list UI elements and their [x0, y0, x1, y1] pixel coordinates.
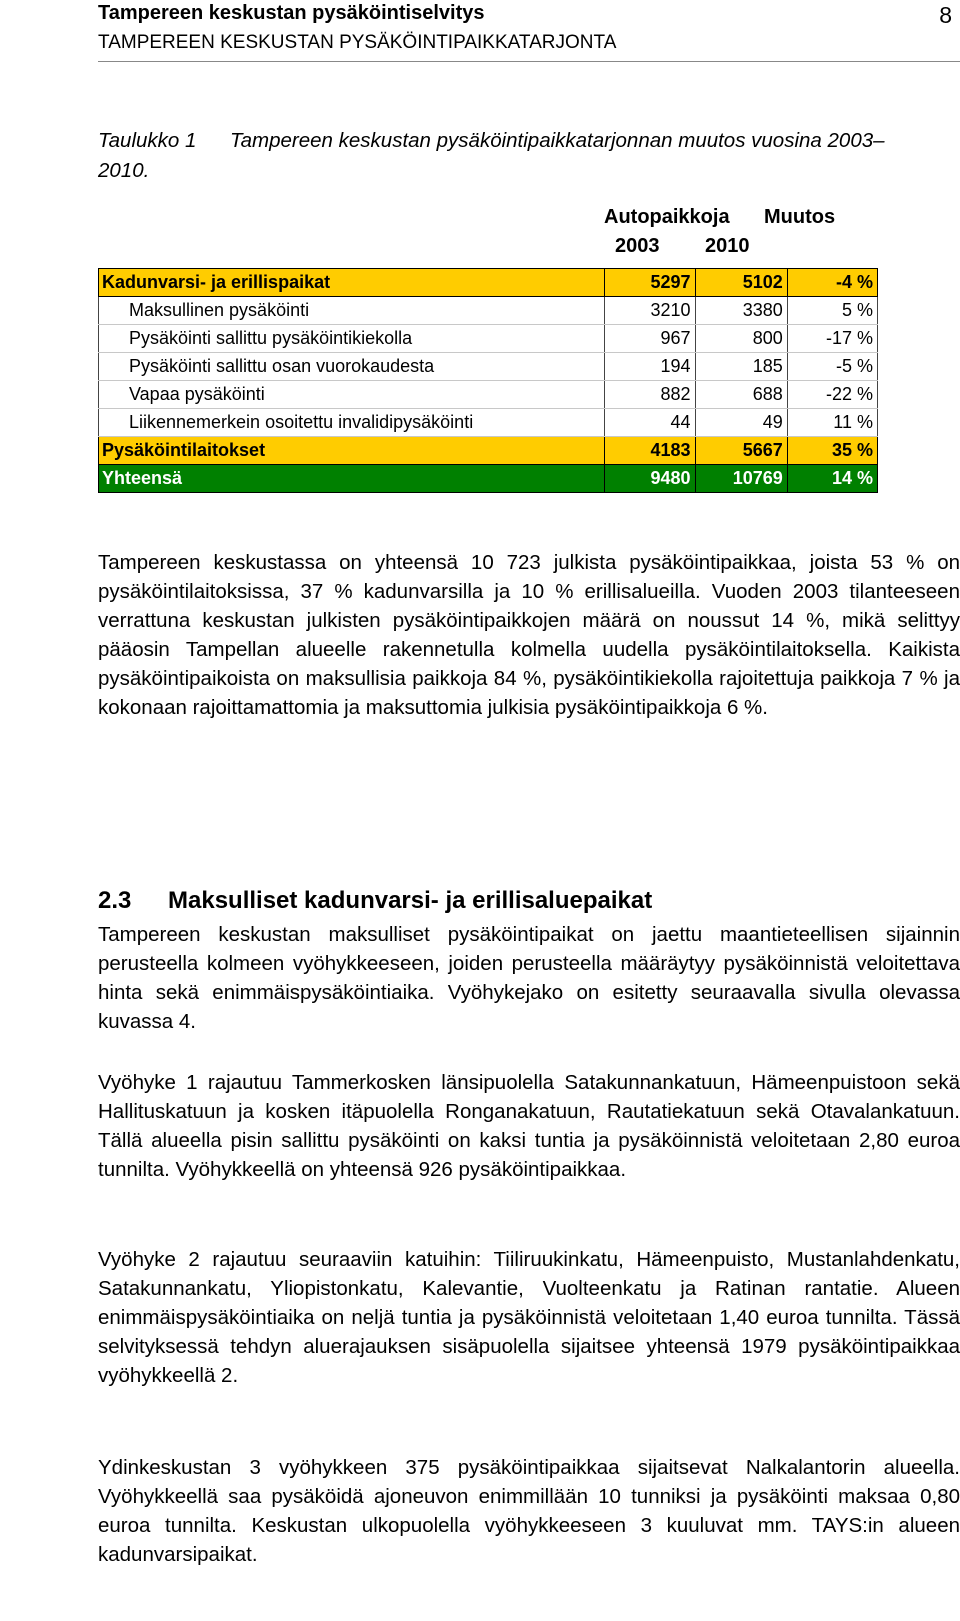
paragraph-zone-3: Ydinkeskustan 3 vyöhykkeen 375 pysäköintipaikkaa sijaitsevat Nalkalantorin alueella. Vyöhykkeellä saa pysäköidä ajoneuvon enimmillään 10 tunniksi ja pysäköinti maksaa 0,80 euroa tunnilta. Keskustan ulkopuolella vyöhykkeeseen 3 kuuluvat mm. TAYS:in alueen kadunvarsipaikat.	[98, 1456, 960, 1566]
paragraph-zone-2: Vyöhyke 2 rajautuu seuraaviin katuihin: Tiiliruukinkatu, Hämeenpuisto, Mustanlahdenkatu, Satakunnankatu, Yliopistonkatu, Kalevantie, Vuolteenkatu ja Ratinan rantatie. Alueen enimmäispysäköintiaika on neljä tuntia ja pysäköinnistä veloitetaan 1,40 euroa tunnilta. Tässä selvityksessä tehdyn aluerajauksen sisäpuolella sijaitsee yhteensä 1979 pysäköintipaikkaa vyöhykkeellä 2.	[98, 1248, 960, 1387]
table-caption	[98, 126, 898, 186]
page-number: 8	[939, 2, 952, 28]
value-2010: 185	[695, 353, 787, 381]
paragraph-zones-intro: Tampereen keskustan maksulliset pysäköintipaikat on jaettu maantieteellisen sijainnin perusteella kolmeen vyöhykkeeseen, joiden perusteella määräytyy pysäköinnistä veloitettava hinta sekä enimmäispysäköintiaika. Vyöhykejako on esitetty seuraavalla sivulla olevassa kuvassa 4.	[98, 923, 960, 1033]
table-caption-text: Tampereen keskustan pysäköintipaikkatarjonnan muutos vuosina 2003–2010.	[98, 129, 885, 182]
paragraph-zone-1: Vyöhyke 1 rajautuu Tammerkosken länsipuolella Satakunnankatuun, Hämeenpuistoon sekä Hallituskatuun ja kosken itäpuolella Ronganakatuun, Rautatiekatuun sekä Otavalankatuun. Tällä alueella pisin sallittu pysäköinti on kaksi tuntia ja pysäköinnistä veloitetaan 2,80 euroa tunnilta. Vyöhykkeellä on yhteensä 926 pysäköintipaikkaa.	[98, 1071, 960, 1181]
value-2010: 49	[695, 409, 787, 437]
row-label: Yhteensä	[99, 465, 605, 493]
value-2010: 688	[695, 381, 787, 409]
value-2010: 800	[695, 325, 787, 353]
table-row	[99, 381, 878, 409]
row-label: Pysäköinti sallittu pysäköintikiekolla	[99, 325, 605, 353]
parking-supply-table	[98, 268, 878, 493]
row-label: Pysäköinti sallittu osan vuorokaudesta	[99, 353, 605, 381]
column-header-2003: 2003	[615, 235, 660, 257]
table-row-total	[99, 465, 878, 493]
value-2010: 5102	[695, 269, 787, 297]
table-row	[99, 325, 878, 353]
section-heading	[98, 887, 652, 915]
column-header-autopaikkoja: Autopaikkoja	[604, 206, 730, 228]
value-2003: 9480	[605, 465, 695, 493]
value-change: -5 %	[787, 353, 877, 381]
header-divider	[98, 61, 960, 62]
value-2010: 3380	[695, 297, 787, 325]
table-caption-label: Taulukko 1	[98, 129, 197, 152]
row-label: Kadunvarsi- ja erillispaikat	[99, 269, 605, 297]
table-row	[99, 409, 878, 437]
value-2003: 5297	[605, 269, 695, 297]
row-label: Pysäköintilaitokset	[99, 437, 605, 465]
value-change: -17 %	[787, 325, 877, 353]
value-change: 14 %	[787, 465, 877, 493]
table-row	[99, 269, 878, 297]
section-title: Maksulliset kadunvarsi- ja erillisaluepaikat	[168, 887, 653, 914]
value-2003: 967	[605, 325, 695, 353]
value-2003: 194	[605, 353, 695, 381]
value-change: -4 %	[787, 269, 877, 297]
value-2010: 10769	[695, 465, 787, 493]
value-change: 5 %	[787, 297, 877, 325]
value-2010: 5667	[695, 437, 787, 465]
table-row	[99, 353, 878, 381]
report-title: Tampereen keskustan pysäköintiselvitys	[98, 2, 485, 24]
paragraph-summary: Tampereen keskustassa on yhteensä 10 723 julkista pysäköintipaikkaa, joista 53 % on pysäköintilaitoksissa, 37 % kadunvarsilla ja 10 % erillisalueilla. Vuoden 2003 tilanteeseen verrattuna keskustan julkisten pysäköintipaikkojen määrä on noussut 14 %, mikä selittyy pääosin Tampellan alueelle rakennetulla kolmella uudella pysäköintilaitoksella. Kaikista pysäköintipaikoista on maksullisia paikkoja 84 %, pysäköintikiekolla rajoitettuja paikkoja 7 % ja kokonaan rajoittamattomia ja maksuttomia julkisia pysäköintipaikkoja 6 %.	[98, 551, 960, 719]
value-change: 35 %	[787, 437, 877, 465]
value-change: -22 %	[787, 381, 877, 409]
column-header-muutos: Muutos	[764, 206, 836, 228]
value-2003: 3210	[605, 297, 695, 325]
column-header-2010: 2010	[705, 235, 750, 257]
value-change: 11 %	[787, 409, 877, 437]
table-row	[99, 297, 878, 325]
row-label: Vapaa pysäköinti	[99, 381, 605, 409]
section-number: 2.3	[98, 887, 132, 914]
value-2003: 4183	[605, 437, 695, 465]
table-row	[99, 437, 878, 465]
row-label: Maksullinen pysäköinti	[99, 297, 605, 325]
chapter-title: TAMPEREEN KESKUSTAN PYSÄKÖINTIPAIKKATARJONTA	[98, 32, 617, 53]
value-2003: 882	[605, 381, 695, 409]
value-2003: 44	[605, 409, 695, 437]
row-label: Liikennemerkein osoitettu invalidipysäköinti	[99, 409, 605, 437]
